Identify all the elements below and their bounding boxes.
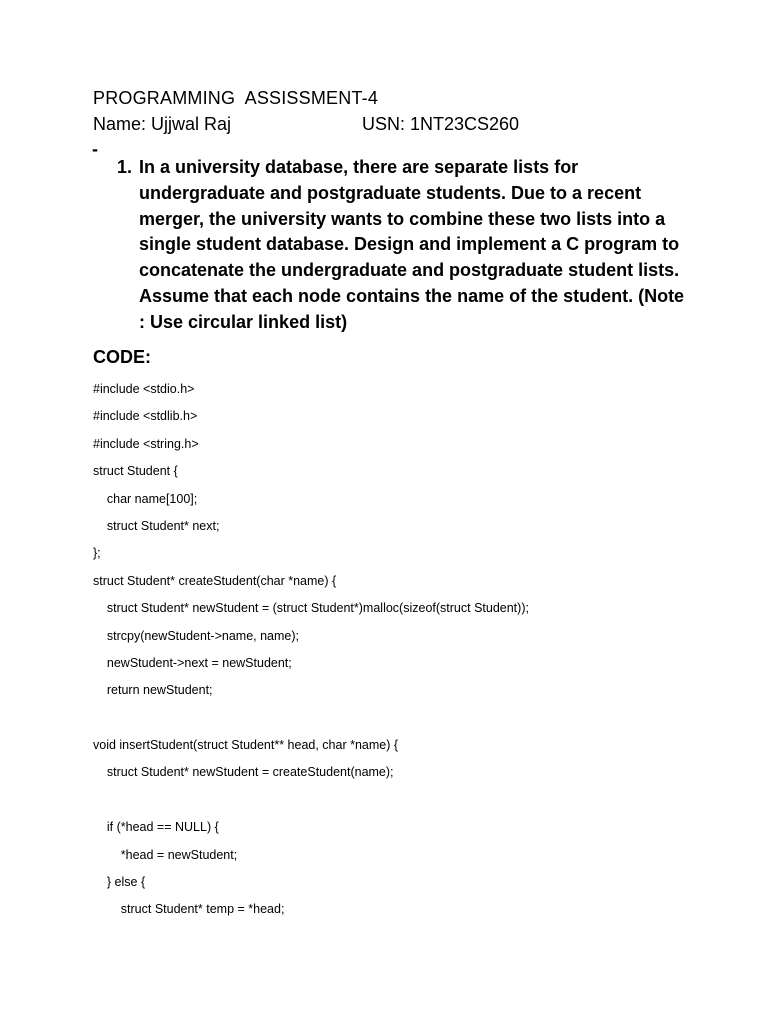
code-heading: CODE: xyxy=(93,347,151,367)
code-line: #include <stdlib.h> xyxy=(93,409,198,424)
code-line: char name[100]; xyxy=(93,491,198,506)
dash-marker: - xyxy=(92,139,98,159)
code-line: struct Student* createStudent(char *name) { xyxy=(93,573,337,588)
code-line xyxy=(93,790,733,817)
document-title: PROGRAMMING ASSISSMENT-4 xyxy=(93,88,379,108)
code-line: #include <string.h> xyxy=(93,436,199,451)
student-usn: USN: 1NT23CS260 xyxy=(362,114,520,134)
code-line: struct Student* next; xyxy=(93,518,220,533)
student-info-line xyxy=(93,114,693,135)
code-line: if (*head == NULL) { xyxy=(93,820,219,835)
question-number: 1. xyxy=(117,157,133,177)
code-line: struct Student* temp = *head; xyxy=(93,902,285,917)
code-line: #include <stdio.h> xyxy=(93,382,195,396)
code-line: return newStudent; xyxy=(93,683,213,698)
code-line: newStudent->next = newStudent; xyxy=(93,655,292,670)
code-line: *head = newStudent; xyxy=(93,847,238,862)
student-name: Name: Ujjwal Raj xyxy=(93,114,232,134)
question-item xyxy=(117,155,692,336)
code-line: struct Student* newStudent = createStudent(name); xyxy=(93,765,394,780)
code-line: void insertStudent(struct Student** head, char *name) { xyxy=(93,738,399,753)
code-line xyxy=(93,708,733,735)
question-text: In a university database, there are separate lists for undergraduate and postgraduate students. Due to a recent merger, the university wants to combine these two lists into a single student database. Design and implement a C program to concatenate the undergraduate and postgraduate student lists. Assume that each node contains the name of the student. (Note : Use circular linked list) xyxy=(139,157,685,332)
code-line: struct Student* newStudent = (struct Student*)malloc(sizeof(struct Student)); xyxy=(93,601,529,616)
code-line: }; xyxy=(93,546,101,561)
code-block xyxy=(93,379,733,927)
code-line: } else { xyxy=(93,875,146,890)
code-line: struct Student { xyxy=(93,464,178,479)
code-line: strcpy(newStudent->name, name); xyxy=(93,628,299,643)
